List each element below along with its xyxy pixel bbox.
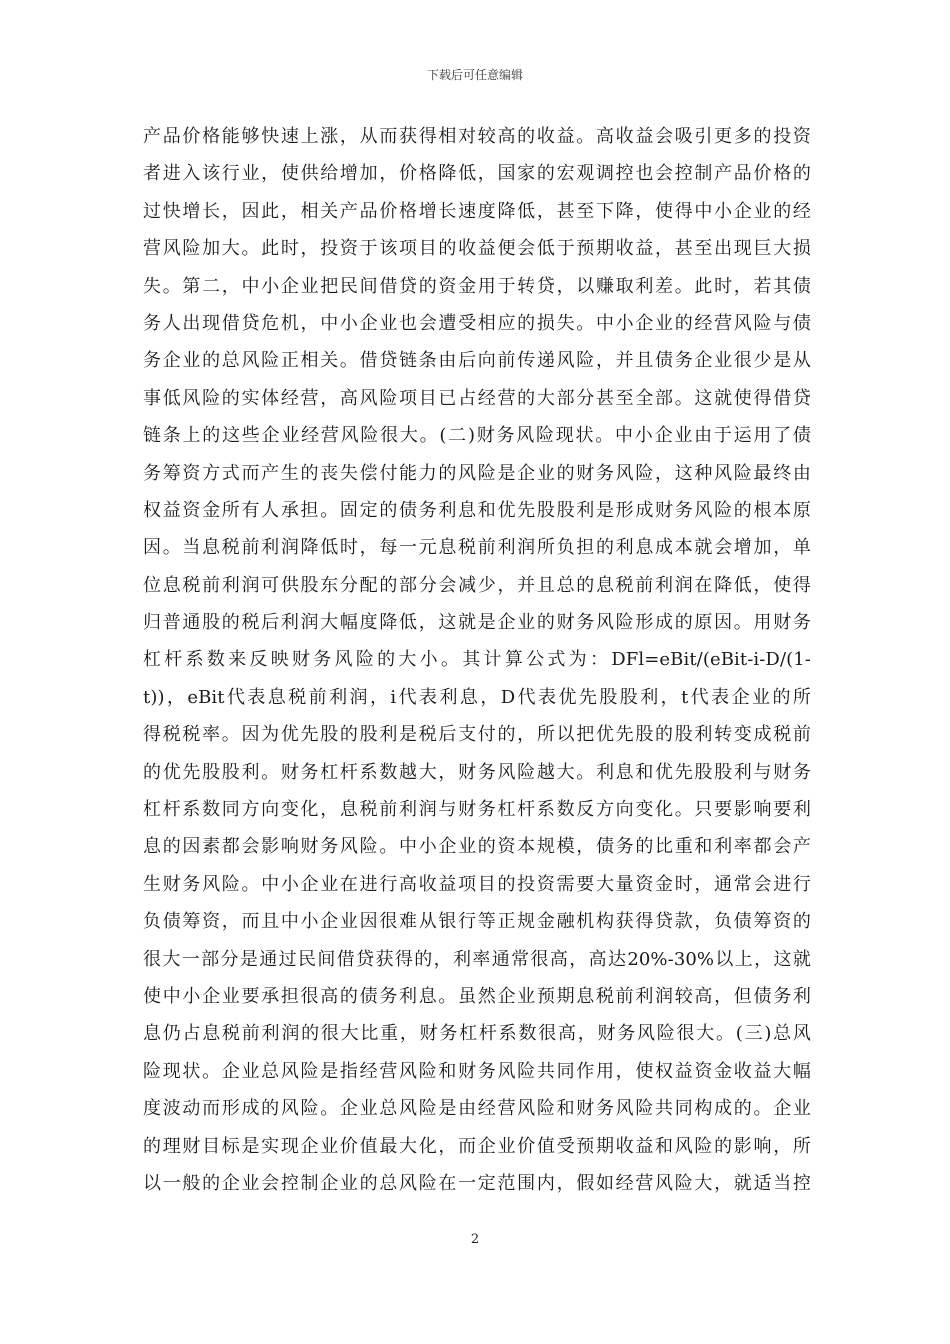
- text-line: t))，eBit代表息税前利润，i代表利息，D代表优先股股利，t代表企业的所: [143, 686, 811, 708]
- text-line: 链条上的这些企业经营风险很大。(二)财务风险现状。中小企业由于运用了债: [143, 425, 811, 447]
- text-line: 务企业的总风险正相关。借贷链条由后向前传递风险，并且债务企业很少是从: [143, 350, 811, 372]
- text-line: 者进入该行业，使供给增加，价格降低，国家的宏观调控也会控制产品价格的: [143, 163, 811, 185]
- body-text: [143, 118, 811, 1202]
- text-line: 息的因素都会影响财务风险。中小企业的资本规模，债务的比重和利率都会产: [143, 836, 811, 858]
- text-line: 负债筹资，而且中小企业因很难从银行等正规金融机构获得贷款，负债筹资的: [143, 911, 811, 933]
- text-line: 的理财目标是实现企业价值最大化，而企业价值受预期收益和风险的影响，所: [143, 1135, 811, 1157]
- text-line: 生财务风险。中小企业在进行高收益项目的投资需要大量资金时，通常会进行: [143, 873, 811, 895]
- text-line: 位息税前利润可供股东分配的部分会减少，并且总的息税前利润在降低，使得: [143, 574, 811, 596]
- text-line: 度波动而形成的风险。企业总风险是由经营风险和财务风险共同构成的。企业: [143, 1098, 811, 1120]
- text-line: 因。当息税前利润降低时，每一元息税前利润所负担的利息成本就会增加，单: [143, 537, 811, 559]
- text-line: 使中小企业要承担很高的债务利息。虽然企业预期息税前利润较高，但债务利: [143, 985, 811, 1007]
- text-line: 营风险加大。此时，投资于该项目的收益便会低于预期收益，甚至出现巨大损: [143, 238, 811, 260]
- text-line: 得税税率。因为优先股的股利是税后支付的，所以把优先股的股利转变成税前: [143, 724, 811, 746]
- text-line: 归普通股的税后利润大幅度降低，这就是企业的财务风险形成的原因。用财务: [143, 612, 811, 634]
- text-line: 失。第二，中小企业把民间借贷的资金用于转贷，以赚取利差。此时，若其债: [143, 275, 811, 297]
- text-line: 的优先股股利。财务杠杆系数越大，财务风险越大。利息和优先股股利与财务: [143, 761, 811, 783]
- text-line: 杠杆系数来反映财务风险的大小。其计算公式为：DFl=eBit/(eBit-i-D/(1-: [143, 649, 811, 671]
- text-line: 务筹资方式而产生的丧失偿付能力的风险是企业的财务风险，这种风险最终由: [143, 462, 811, 484]
- text-line: 息仍占息税前利润的很大比重，财务杠杆系数很高，财务风险很大。(三)总风: [143, 1023, 811, 1045]
- text-line: 事低风险的实体经营，高风险项目已占经营的大部分甚至全部。这就使得借贷: [143, 387, 811, 409]
- text-line: 权益资金所有人承担。固定的债务利息和优先股股利是形成财务风险的根本原: [143, 499, 811, 521]
- text-line: 很大一部分是通过民间借贷获得的，利率通常很高，高达20%-30%以上，这就: [143, 948, 811, 970]
- text-line: 务人出现借贷危机，中小企业也会遭受相应的损失。中小企业的经营风险与债: [143, 312, 811, 334]
- text-line: 产品价格能够快速上涨，从而获得相对较高的收益。高收益会吸引更多的投资: [143, 126, 811, 147]
- text-line: 险现状。企业总风险是指经营风险和财务风险共同作用，使权益资金收益大幅: [143, 1060, 811, 1082]
- text-line: 过快增长，因此，相关产品价格增长速度降低，甚至下降，使得中小企业的经: [143, 200, 811, 222]
- text-line: 杠杆系数同方向变化，息税前利润与财务杠杆系数反方向变化。只要影响要利: [143, 799, 811, 821]
- page-header: 下载后可任意编辑: [426, 68, 523, 82]
- text-line: 以一般的企业会控制企业的总风险在一定范围内，假如经营风险大，就适当控: [143, 1172, 811, 1194]
- page-number: 2: [470, 1232, 480, 1247]
